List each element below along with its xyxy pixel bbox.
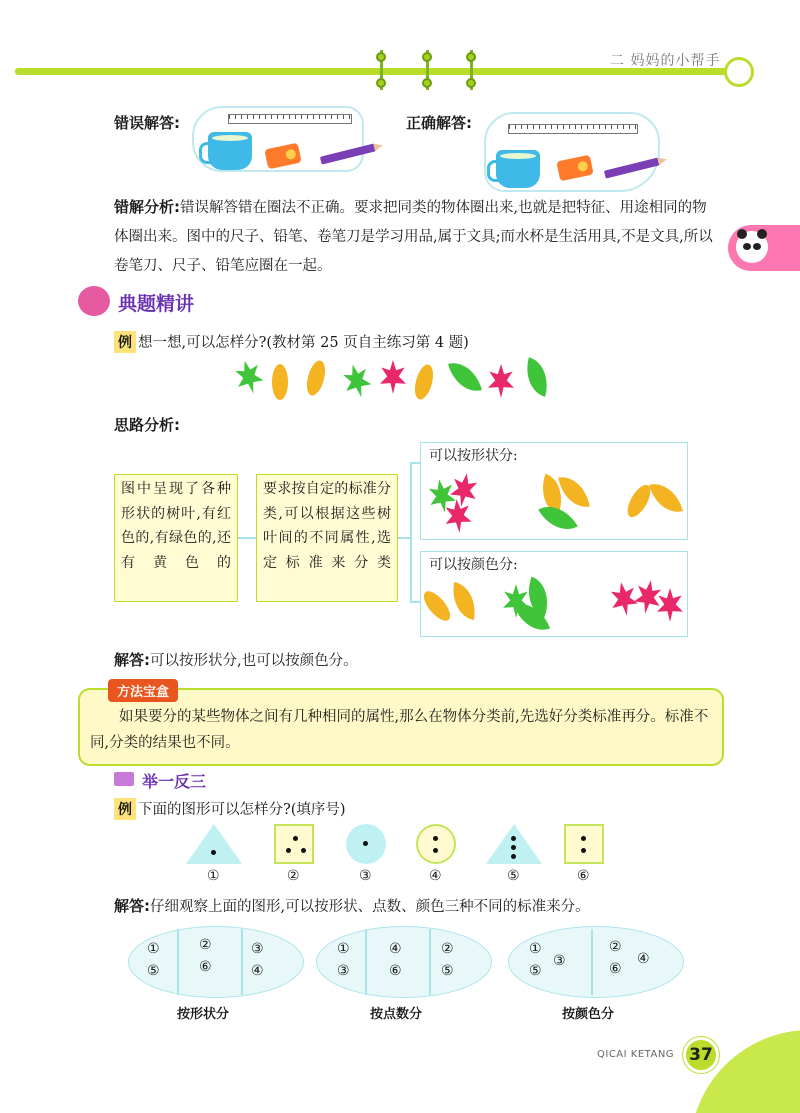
red-leaf-icon xyxy=(444,498,473,534)
group-ellipse-shape: ① ⑤ ② ⑥ ③ ④ xyxy=(128,926,304,998)
analysis-text: 错误解答错在圈法不正确。要求把同类的物体圈出来,也就是把特征、用途相同的物体圈出来。图中的尺子、铅笔、卷笔刀是学习用品,属于文具;而水杯是生活用具,不是文具,所以卷笔刀、尺子、铅笔应圈在一起。 xyxy=(114,200,713,274)
chapter-title: 二 妈妈的小帮手 xyxy=(610,53,721,69)
ruler-icon xyxy=(228,114,352,124)
analysis-box-method: 要求按自定的标准分类,可以根据这些树叶间的不同属性,选定标准来分类 xyxy=(256,474,398,602)
footer-label: QICAI KETANG xyxy=(597,1049,675,1060)
red-leaf-icon xyxy=(380,360,406,394)
group-ellipse-dots: ① ③ ④ ⑥ ② ⑤ xyxy=(316,926,492,998)
yellow-leaf-icon xyxy=(649,478,683,518)
shape-number: ④ xyxy=(429,868,442,884)
mascot-icon xyxy=(78,286,110,316)
shape-classification-box: 可以按形状分: xyxy=(420,442,688,540)
flow-connector xyxy=(410,462,412,602)
chapter-badge-icon xyxy=(724,57,754,87)
red-leaf-icon xyxy=(657,588,683,622)
shape-number: ⑥ xyxy=(577,868,590,884)
tips-text: 如果要分的某些物体之间有几种相同的属性,那么在物体分类前,先选好分类标准再分。标准不同,分类的结果也不同。 xyxy=(90,709,709,751)
section-heading: 典题精讲 xyxy=(118,293,195,315)
typical-answer: 解答:可以按形状分,也可以按颜色分。 xyxy=(114,651,358,669)
group-caption: 按形状分 xyxy=(177,1007,230,1022)
analysis-box-observation: 图中呈现了各种形状的树叶,有红色的,有绿色的,还有黄色的 xyxy=(114,474,238,602)
flow-connector xyxy=(398,537,410,539)
yellow-leaf-icon xyxy=(304,359,329,398)
leaf-groups xyxy=(421,578,689,636)
green-leaf-icon xyxy=(448,357,482,397)
binder-clip xyxy=(422,50,432,90)
practice-heading: 举一反三 xyxy=(142,772,207,791)
example-tag: 例 xyxy=(114,798,136,820)
yellow-leaf-icon xyxy=(272,364,288,400)
shape-3-circle xyxy=(346,824,386,864)
shape-number: ⑤ xyxy=(507,868,520,884)
thinking-label: 思路分析: xyxy=(114,416,180,434)
red-leaf-icon xyxy=(488,364,514,398)
shape-2-square xyxy=(274,824,314,864)
analysis-label: 错解分析: xyxy=(114,198,180,216)
binder-clip xyxy=(376,50,386,90)
binder-clip xyxy=(466,50,476,90)
leaf-groups xyxy=(421,471,689,537)
yellow-leaf-icon xyxy=(419,587,454,625)
yellow-leaf-icon xyxy=(558,473,590,511)
shape-4-circle xyxy=(416,824,456,864)
yellow-leaf-icon xyxy=(412,363,437,402)
practice-question: 下面的图形可以怎样分?(填序号) xyxy=(138,802,346,818)
shape-number: ① xyxy=(207,868,220,884)
flow-connector xyxy=(410,462,420,464)
green-leaf-icon xyxy=(232,357,266,397)
wrong-answer-label: 错误解答: xyxy=(114,114,180,132)
red-leaf-icon xyxy=(448,471,480,509)
color-classification-box: 可以按颜色分: xyxy=(420,551,688,637)
page-number: 37 xyxy=(683,1037,719,1073)
practice-answer: 解答:仔细观察上面的图形,可以按形状、点数、颜色三种不同的标准来分。 xyxy=(114,897,590,915)
shape-6-square xyxy=(564,824,604,864)
group-caption: 按颜色分 xyxy=(562,1007,615,1022)
ruler-icon xyxy=(508,124,638,134)
green-leaf-icon xyxy=(340,361,374,401)
cup-icon xyxy=(496,150,540,188)
flow-arrow xyxy=(238,537,256,539)
shape-1-triangle xyxy=(186,824,242,864)
shape-5-triangle xyxy=(486,824,542,864)
right-answer-label: 正确解答: xyxy=(406,114,472,132)
error-analysis xyxy=(114,193,716,281)
example-tag: 例 xyxy=(114,331,136,353)
cup-icon xyxy=(208,132,252,170)
example-question: 想一想,可以怎样分?(教材第 25 页自主练习第 4 题) xyxy=(138,335,469,351)
panda-icon xyxy=(736,231,768,263)
leaves-row xyxy=(236,360,562,404)
flow-connector xyxy=(410,601,420,603)
green-leaf-icon xyxy=(520,357,554,397)
red-leaf-icon xyxy=(608,580,640,618)
shape-number: ② xyxy=(287,868,300,884)
group-caption: 按点数分 xyxy=(370,1007,423,1022)
tips-tag: 方法宝盒 xyxy=(108,679,178,702)
group-ellipse-color: ① ⑤ ③ ② ⑥ ④ xyxy=(508,926,684,998)
yellow-leaf-icon xyxy=(448,582,480,620)
practice-icon xyxy=(114,772,134,786)
shape-number: ③ xyxy=(359,868,372,884)
